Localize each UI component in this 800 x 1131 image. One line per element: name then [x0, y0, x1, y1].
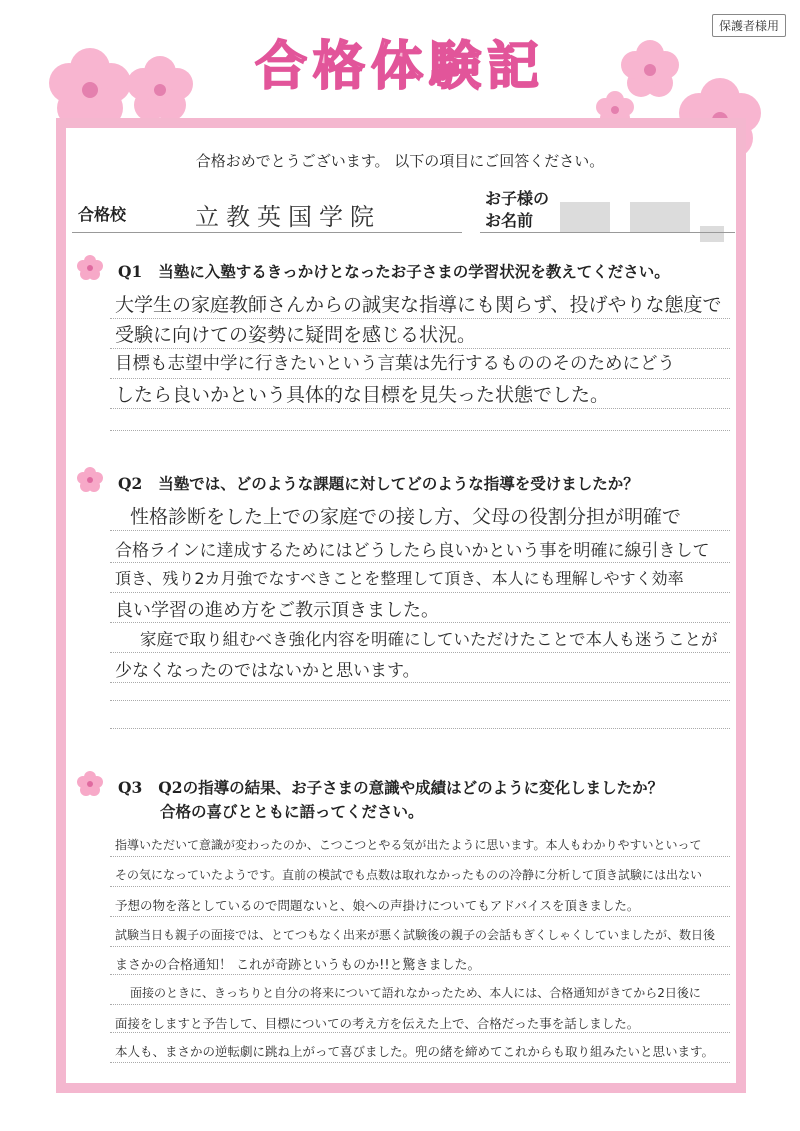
ruled-line — [110, 1004, 730, 1005]
q3-answer-line: 本人も、まさかの逆転劇に跳ね上がって喜びました。兜の緒を締めてこれからも取り組みたいと思います。 — [115, 1044, 715, 1059]
school-underline — [72, 232, 462, 233]
page-title: 合格体験記 — [254, 37, 545, 97]
q3-answer-line: 面接のときに、きっちりと自分の将来について語れなかったため、本人には、合格通知がきてから2日後に — [130, 986, 701, 1000]
q3-answer-line: 予想の物を落としているので問題ないと、娘への声掛けについてもアドバイスを頂きました。 — [115, 898, 640, 913]
child-label-line2: お名前 — [485, 211, 534, 230]
ruled-line — [110, 700, 730, 701]
child-name-underline — [480, 232, 735, 233]
ruled-line — [110, 1032, 730, 1033]
q2-answer-line: 少なくなったのではないかと思います。 — [115, 661, 420, 681]
q2-answer-line: 性格診断をした上での家庭での接し方、父母の役割分担が明確で — [130, 506, 682, 528]
ruled-line — [110, 430, 730, 431]
ruled-line — [110, 622, 730, 623]
ruled-line — [110, 728, 730, 729]
q2-answer-line: 頂き、残り2カ月強でなすべきことを整理して頂き、本人にも理解しやすく効率 — [115, 569, 684, 588]
ruled-line — [110, 378, 730, 379]
ruled-line — [110, 562, 730, 563]
q3-answer-line: まさかの合格通知！ これが奇跡というものか!!と驚きました。 — [115, 958, 481, 973]
ruled-line — [110, 530, 730, 531]
ruled-line — [110, 916, 730, 917]
q2-answer-line: 良い学習の進め方をご教示頂きました。 — [115, 600, 439, 621]
school-label: 合格校 — [78, 205, 127, 224]
q3-question — [118, 776, 663, 798]
blossom-bullet-q1-icon — [74, 252, 106, 284]
q1-answer-line: 大学生の家庭教師さんからの誠実な指導にも関らず、投げやりな態度で — [115, 294, 722, 316]
blossom-bullet-q2-icon — [74, 464, 106, 496]
ruled-line — [110, 348, 730, 349]
blossom-bullet-q3-icon — [74, 768, 106, 800]
q3-answer-line: 面接をしますと予告して、目標についての考え方を伝えた上で、合格だった事を話しました。 — [115, 1016, 640, 1031]
ruled-line — [110, 682, 730, 683]
q2-number: Q2 — [118, 474, 143, 493]
q2-answer-line: 合格ラインに達成するためにはどうしたら良いかという事を明確に線引きして — [115, 541, 710, 561]
q1-answer-line: 目標も志望中学に行きたいという言葉は先行するもののそのためにどう — [115, 354, 675, 374]
intro-text: 合格おめでとうございます。 以下の項目にご回答ください。 — [195, 152, 605, 170]
q3-answer-line: 試験当日も親子の面接では、とてつもなく出来が悪く試験後の親子の会話もぎくしゃくしていましたが、数日後 — [115, 928, 716, 942]
q3-answer-line: 指導いただいて意識が変わったのか、こつこつとやる気が出たように思います。本人もわかりやすいといって — [115, 838, 702, 852]
child-label-line1: お子様の — [485, 189, 550, 208]
q1-question — [118, 260, 670, 282]
child-name-label — [485, 188, 549, 232]
ruled-line — [110, 408, 730, 409]
q3-text-line1: Q2の指導の結果、お子さまの意識や成績はどのように変化しましたか？ — [158, 778, 664, 797]
ruled-line — [110, 946, 730, 947]
ruled-line — [110, 652, 730, 653]
redacted-name-block-3 — [700, 226, 724, 242]
q2-text: 当塾では、どのような課題に対してどのような指導を受けましたか？ — [158, 474, 639, 493]
ruled-line — [110, 886, 730, 887]
q1-text: 当塾に入塾するきっかけとなったお子さまの学習状況を教えてください。 — [158, 262, 670, 281]
ruled-line — [110, 1062, 730, 1063]
ruled-line — [110, 318, 730, 319]
q2-question — [118, 472, 639, 494]
ruled-line — [110, 592, 730, 593]
school-name: 立教英国学院 — [195, 203, 381, 231]
q2-answer-line: 家庭で取り組むべき強化内容を明確にしていただけたことで本人も迷うことが — [140, 630, 718, 649]
ruled-line — [110, 856, 730, 857]
q3-answer-line: その気になっていたようです。直前の模試でも点数は取れなかったものの冷静に分析して頂き試験には出ない — [115, 868, 703, 882]
redacted-name-block-1 — [560, 202, 610, 232]
q3-number: Q3 — [118, 778, 143, 797]
parent-use-tag: 保護者様用 — [712, 14, 786, 37]
ruled-line — [110, 974, 730, 975]
q1-answer-line: 受験に向けての姿勢に疑問を感じる状況。 — [115, 324, 477, 346]
q1-answer-line: したら良いかという具体的な目標を見失った状態でした。 — [115, 384, 610, 406]
redacted-name-block-2 — [630, 202, 690, 232]
q1-number: Q1 — [118, 262, 143, 281]
q3-question-line2: 合格の喜びとともに語ってください。 — [160, 802, 424, 821]
